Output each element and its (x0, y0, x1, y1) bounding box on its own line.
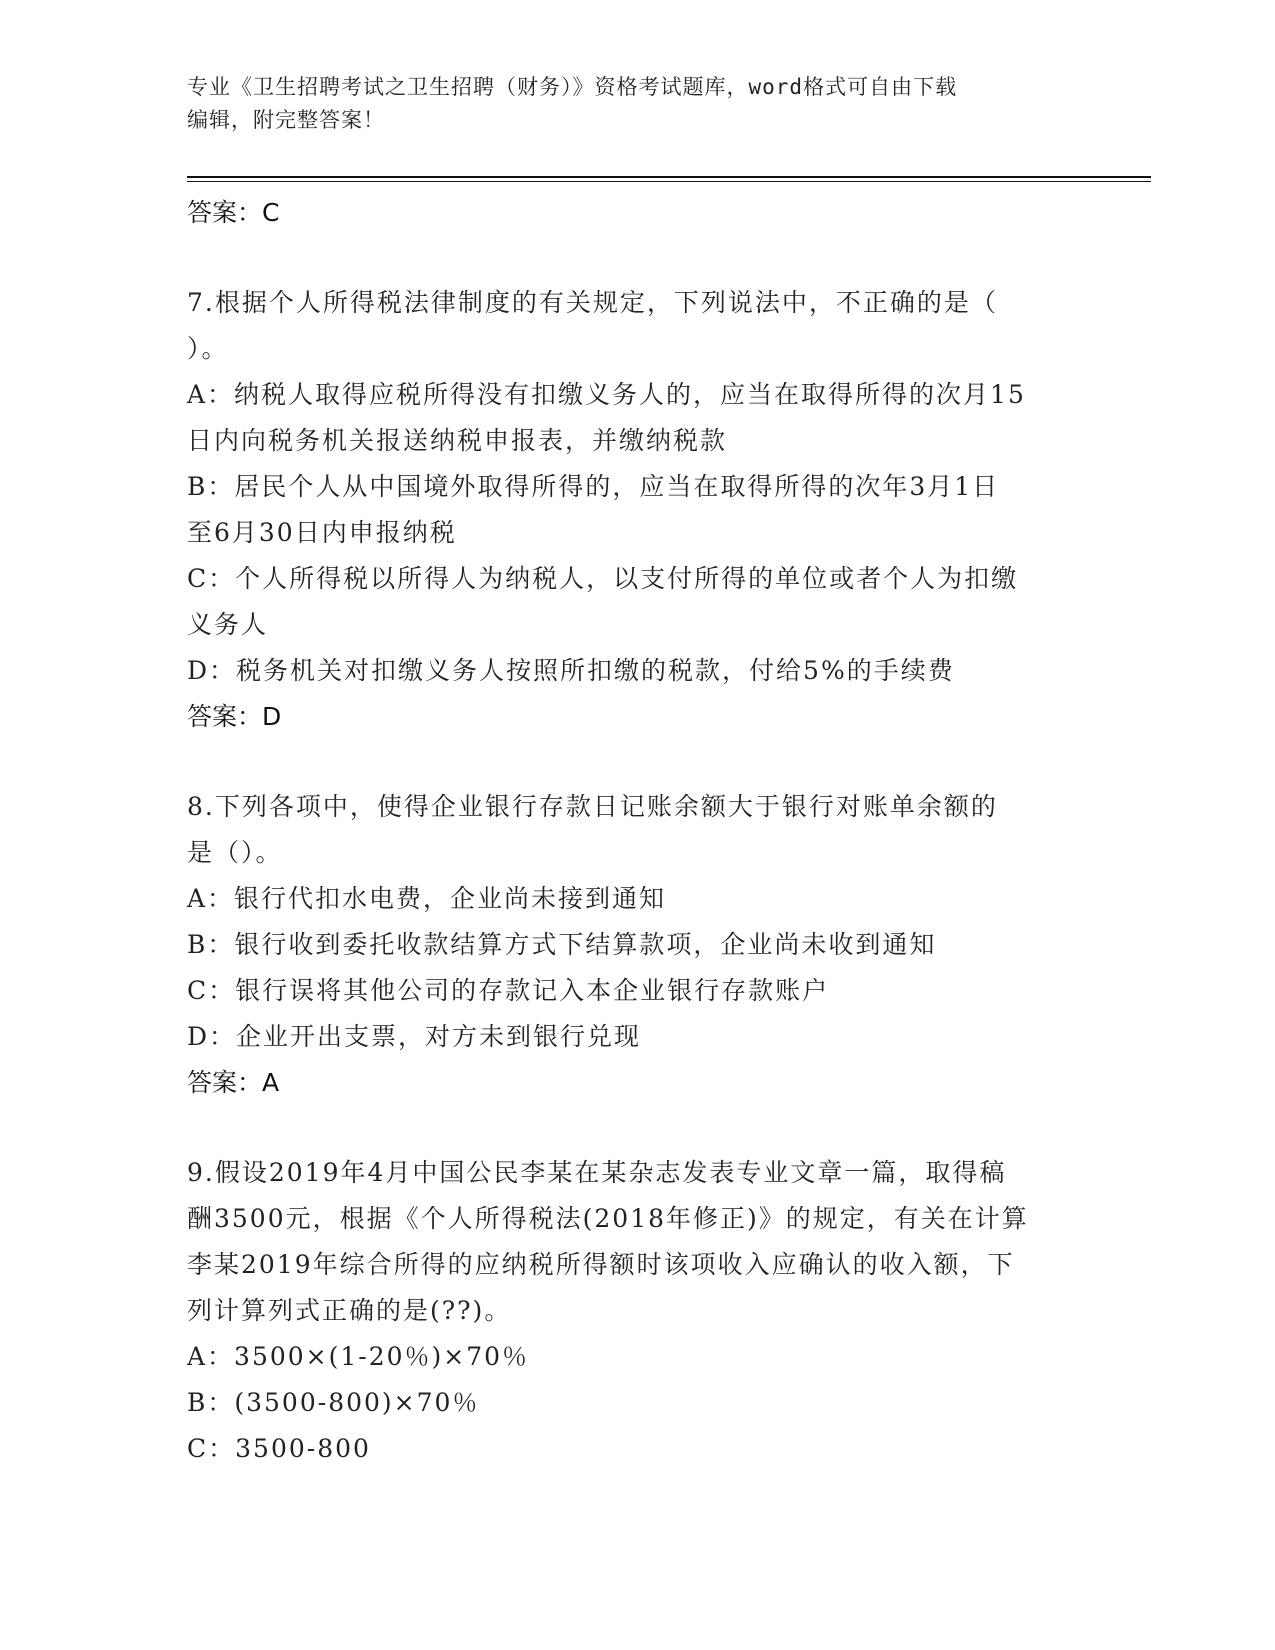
q9-stem-line: 列计算列式正确的是(??)。 (187, 1296, 512, 1325)
answer-q8: 答案：A (187, 1068, 280, 1097)
question-9 (187, 1150, 1087, 1472)
q8-option-b: B：银行收到委托收款结算方式下结算款项，企业尚未收到通知 (187, 930, 937, 959)
question-8 (187, 784, 1087, 1106)
q7-option-b-cont: 至6月30日内申报纳税 (187, 518, 457, 547)
q7-option-c: C：个人所得税以所得人为纳税人，以支付所得的单位或者个人为扣缴 (187, 564, 1019, 593)
q7-stem-line: 7.根据个人所得税法律制度的有关规定，下列说法中，不正确的是（ (187, 288, 998, 317)
q9-option-c: C：3500-800 (187, 1434, 371, 1463)
q9-stem-line: 9.假设2019年4月中国公民李某在某杂志发表专业文章一篇，取得稿 (187, 1158, 1007, 1187)
document-body (187, 190, 1087, 1472)
header-line-1: 专业《卫生招聘考试之卫生招聘（财务）》资格考试题库，word格式可自由下载 (187, 75, 958, 99)
q7-option-b: B：居民个人从中国境外取得所得的，应当在取得所得的次年3月1日 (187, 472, 1000, 501)
q7-stem-line: ）。 (187, 334, 229, 363)
q8-stem-line: 是（）。 (187, 838, 283, 867)
q9-stem-line: 酬3500元，根据《个人所得税法(2018年修正)》的规定，有关在计算 (187, 1204, 1029, 1233)
q7-option-a-cont: 日内向税务机关报送纳税申报表，并缴纳税款 (187, 426, 728, 455)
q9-stem-line: 李某2019年综合所得的应纳税所得额时该项收入应确认的收入额，下 (187, 1250, 1015, 1279)
header-line-2: 编辑，附完整答案！ (187, 108, 385, 132)
document-header (187, 71, 1067, 137)
answer-q6: 答案：C (187, 198, 280, 227)
header-divider-thin (187, 181, 1151, 182)
q8-option-a: A：银行代扣水电费，企业尚未接到通知 (187, 884, 667, 913)
q8-option-d: D：企业开出支票，对方未到银行兑现 (187, 1022, 642, 1051)
question-7 (187, 280, 1087, 740)
q7-option-d: D：税务机关对扣缴义务人按照所扣缴的税款，付给5%的手续费 (187, 656, 955, 685)
answer-q7: 答案：D (187, 702, 282, 731)
q8-stem-line: 8.下列各项中，使得企业银行存款日记账余额大于银行对账单余额的 (187, 792, 998, 821)
q8-option-c: C：银行误将其他公司的存款记入本企业银行存款账户 (187, 976, 830, 1005)
header-divider-thick (187, 176, 1151, 178)
q9-option-a: A：3500×(1-20％)×70％ (187, 1342, 530, 1371)
q9-option-b: B：(3500-800)×70％ (187, 1388, 480, 1417)
q7-option-a: A：纳税人取得应税所得没有扣缴义务人的，应当在取得所得的次月15 (187, 380, 1026, 409)
q7-option-c-cont: 义务人 (187, 610, 269, 639)
